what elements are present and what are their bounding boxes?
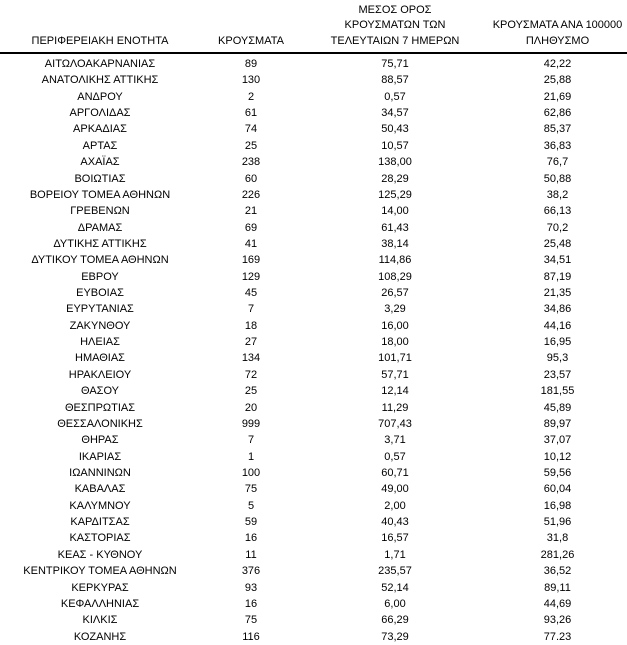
avg-7day-cell: 108,29 bbox=[378, 270, 412, 283]
cases-cell: 20 bbox=[244, 401, 258, 414]
avg-7day-cell: 16,57 bbox=[381, 532, 409, 545]
cases-cell: 74 bbox=[244, 123, 258, 136]
table-row bbox=[0, 105, 627, 121]
avg-7day-cell: 18,00 bbox=[381, 336, 409, 349]
region-cell: ΑΡΓΟΛΙΔΑΣ bbox=[69, 107, 131, 120]
table-row bbox=[0, 465, 627, 481]
cases-cell: 134 bbox=[241, 352, 261, 365]
per-100k-cell: 16,98 bbox=[543, 499, 572, 512]
per-100k-cell: 34,51 bbox=[543, 254, 572, 267]
cases-cell: 25 bbox=[244, 385, 258, 398]
table-row bbox=[0, 350, 627, 366]
cases-cell: 116 bbox=[242, 630, 260, 643]
per-100k-cell: 95,3 bbox=[546, 352, 569, 365]
region-cell: ΚΙΛΚΙΣ bbox=[82, 614, 118, 627]
cases-cell: 27 bbox=[244, 336, 258, 349]
table-row bbox=[0, 383, 627, 399]
region-cell: ΘΕΣΣΑΛΟΝΙΚΗΣ bbox=[57, 417, 143, 430]
table-row bbox=[0, 416, 627, 432]
region-cell: ΔΥΤΙΚΗΣ ΑΤΤΙΚΗΣ bbox=[53, 237, 147, 250]
avg-7day-cell: 101,71 bbox=[378, 352, 412, 365]
table-row bbox=[0, 514, 627, 530]
avg-7day-cell: 75,71 bbox=[381, 58, 409, 70]
table-row bbox=[0, 612, 627, 628]
avg-7day-cell: 66,29 bbox=[381, 614, 409, 627]
region-cell: ΚΕΝΤΡΙΚΟΥ ΤΟΜΕΑ ΑΘΗΝΩΝ bbox=[23, 565, 177, 578]
avg-7day-cell: 38,14 bbox=[381, 237, 409, 250]
cases-cell: 16 bbox=[244, 532, 258, 545]
region-cell: ΗΡΑΚΛΕΙΟΥ bbox=[68, 368, 132, 381]
region-cell: ΑΝΑΤΟΛΙΚΗΣ ΑΤΤΙΚΗΣ bbox=[41, 74, 159, 87]
avg-7day-cell: 52,14 bbox=[381, 581, 409, 594]
avg-7day-cell: 138,00 bbox=[378, 156, 412, 169]
per-100k-cell: 44,69 bbox=[543, 597, 572, 610]
table-row bbox=[0, 318, 627, 334]
region-cell: ΑΡΚΑΔΙΑΣ bbox=[73, 123, 127, 136]
table-row bbox=[0, 596, 627, 612]
region-cell: ΒΟΙΩΤΙΑΣ bbox=[74, 172, 126, 185]
column-header-cases-line: ΚΡΟΥΣΜΑΤΑ bbox=[218, 34, 284, 47]
avg-7day-cell: 0,57 bbox=[384, 90, 406, 103]
region-cell: ΕΒΡΟΥ bbox=[81, 270, 119, 283]
per-100k-cell: 93,26 bbox=[543, 614, 572, 627]
avg-7day-cell: 57,71 bbox=[381, 368, 409, 381]
per-100k-cell: 36,52 bbox=[543, 565, 572, 578]
cases-cell: 169 bbox=[241, 254, 261, 267]
avg-7day-cell: 6,00 bbox=[384, 597, 406, 610]
column-header-avg-7day bbox=[302, 3, 488, 52]
per-100k-cell: 66,13 bbox=[543, 205, 572, 218]
cases-cell: 41 bbox=[244, 237, 258, 250]
table-header-row bbox=[0, 0, 627, 54]
column-header-region bbox=[0, 34, 200, 52]
avg-7day-cell: 60,71 bbox=[381, 466, 409, 479]
region-cell: ΕΥΒΟΙΑΣ bbox=[76, 287, 124, 300]
per-100k-cell: 51,96 bbox=[543, 516, 572, 529]
avg-7day-cell: 10,57 bbox=[381, 139, 409, 152]
per-100k-cell: 89,97 bbox=[543, 417, 572, 430]
cases-cell: 89 bbox=[244, 58, 258, 70]
cases-cell: 72 bbox=[244, 368, 258, 381]
per-100k-cell: 77.23 bbox=[543, 630, 572, 643]
table-row bbox=[0, 432, 627, 448]
column-header-avg-7day-line: ΤΕΛΕΥΤΑΙΩΝ 7 ΗΜΕΡΩΝ bbox=[330, 34, 460, 47]
region-cell: ΒΟΡΕΙΟΥ ΤΟΜΕΑ ΑΘΗΝΩΝ bbox=[29, 188, 171, 201]
cases-cell: 16 bbox=[244, 597, 258, 610]
table-row bbox=[0, 269, 627, 285]
cases-cell: 60 bbox=[244, 172, 258, 185]
cases-cell: 61 bbox=[244, 107, 258, 120]
region-cell: ΗΛΕΙΑΣ bbox=[80, 336, 120, 349]
table-row bbox=[0, 252, 627, 268]
per-100k-cell: 181,55 bbox=[540, 385, 575, 398]
table-row bbox=[0, 530, 627, 546]
per-100k-cell: 60,04 bbox=[543, 483, 572, 496]
region-cell: ΖΑΚΥΝΘΟΥ bbox=[69, 319, 131, 332]
avg-7day-cell: 0,57 bbox=[384, 450, 406, 463]
region-cell: ΚΑΡΔΙΤΣΑΣ bbox=[70, 516, 130, 529]
avg-7day-cell: 26,57 bbox=[381, 287, 409, 300]
per-100k-cell: 42,22 bbox=[543, 58, 572, 70]
region-cell: ΚΕΦΑΛΛΗΝΙΑΣ bbox=[60, 597, 140, 610]
per-100k-cell: 281,26 bbox=[540, 548, 575, 561]
avg-7day-cell: 125,29 bbox=[378, 188, 412, 201]
table-row bbox=[0, 498, 627, 514]
region-cell: ΚΕΡΚΥΡΑΣ bbox=[71, 581, 129, 594]
region-cell: ΘΑΣΟΥ bbox=[80, 385, 120, 398]
avg-7day-cell: 11,29 bbox=[381, 401, 409, 414]
cases-cell: 999 bbox=[241, 417, 261, 430]
avg-7day-cell: 707,43 bbox=[378, 417, 412, 430]
cases-cell: 100 bbox=[241, 466, 261, 479]
table-row bbox=[0, 121, 627, 137]
avg-7day-cell: 2,00 bbox=[384, 499, 406, 512]
cases-cell: 75 bbox=[244, 614, 258, 627]
cases-cell: 25 bbox=[244, 139, 258, 152]
cases-cell: 18 bbox=[244, 319, 258, 332]
per-100k-cell: 25,48 bbox=[543, 237, 572, 250]
region-cell: ΔΡΑΜΑΣ bbox=[77, 221, 123, 234]
cases-cell: 130 bbox=[241, 74, 261, 87]
per-100k-cell: 34,86 bbox=[543, 303, 572, 316]
avg-7day-cell: 61,43 bbox=[381, 221, 409, 234]
cases-cell: 11 bbox=[245, 548, 257, 561]
table-row bbox=[0, 629, 627, 645]
per-100k-cell: 44,16 bbox=[543, 319, 572, 332]
table-row bbox=[0, 72, 627, 88]
column-header-region-line: ΠΕΡΙΦΕΡΕΙΑΚΗ ΕΝΟΤΗΤΑ bbox=[31, 34, 169, 47]
per-100k-cell: 21,69 bbox=[543, 90, 572, 103]
per-100k-cell: 25,88 bbox=[543, 74, 572, 87]
per-100k-cell: 36,83 bbox=[543, 139, 572, 152]
column-header-per-100k-line: ΚΡΟΥΣΜΑΤΑ ΑΝΑ 100000 bbox=[492, 19, 623, 32]
per-100k-cell: 16,95 bbox=[543, 336, 572, 349]
per-100k-cell: 87,19 bbox=[543, 270, 572, 283]
avg-7day-cell: 49,00 bbox=[381, 483, 409, 496]
cases-cell: 1 bbox=[247, 450, 255, 463]
table-row bbox=[0, 367, 627, 383]
table-row bbox=[0, 481, 627, 497]
avg-7day-cell: 1,71 bbox=[384, 548, 406, 561]
region-cell: ΑΙΤΩΛΟΑΚΑΡΝΑΝΙΑΣ bbox=[44, 58, 156, 70]
table-row bbox=[0, 220, 627, 236]
table-row bbox=[0, 449, 627, 465]
region-cell: ΕΥΡΥΤΑΝΙΑΣ bbox=[66, 303, 134, 316]
region-cell: ΔΥΤΙΚΟΥ ΤΟΜΕΑ ΑΘΗΝΩΝ bbox=[31, 254, 169, 267]
region-cell: ΘΕΣΠΡΩΤΙΑΣ bbox=[64, 401, 136, 414]
region-cell: ΚΑΒΑΛΑΣ bbox=[74, 483, 126, 496]
cases-cell: 238 bbox=[241, 156, 261, 169]
table-row bbox=[0, 334, 627, 350]
per-100k-cell: 10,12 bbox=[543, 450, 572, 463]
cases-cell: 21 bbox=[244, 205, 258, 218]
avg-7day-cell: 3,71 bbox=[384, 434, 406, 447]
table-row bbox=[0, 563, 627, 579]
avg-7day-cell: 235,57 bbox=[378, 565, 412, 578]
region-cell: ΚΟΖΑΝΗΣ bbox=[73, 630, 127, 643]
column-header-per-100k-line: ΠΛΗΘΥΣΜΟ bbox=[525, 34, 590, 47]
region-cell: ΚΑΛΥΜΝΟΥ bbox=[69, 499, 131, 512]
avg-7day-cell: 16,00 bbox=[381, 319, 409, 332]
table-row bbox=[0, 547, 627, 563]
table-row bbox=[0, 203, 627, 219]
table-row bbox=[0, 580, 627, 596]
cases-cell: 93 bbox=[244, 581, 258, 594]
region-cell: ΚΕΑΣ - ΚΥΘΝΟΥ bbox=[57, 548, 143, 561]
table-row bbox=[0, 89, 627, 105]
avg-7day-cell: 28,29 bbox=[381, 172, 409, 185]
region-cell: ΓΡΕΒΕΝΩΝ bbox=[70, 205, 130, 218]
avg-7day-cell: 73,29 bbox=[381, 630, 409, 643]
column-header-avg-7day-line: ΚΡΟΥΣΜΑΤΩΝ ΤΩΝ bbox=[344, 19, 446, 32]
cases-cell: 69 bbox=[244, 221, 258, 234]
per-100k-cell: 76,7 bbox=[546, 156, 569, 169]
per-100k-cell: 23,57 bbox=[543, 368, 572, 381]
table-row bbox=[0, 236, 627, 252]
per-100k-cell: 38,2 bbox=[546, 188, 569, 201]
per-100k-cell: 45,89 bbox=[543, 401, 572, 414]
avg-7day-cell: 3,29 bbox=[384, 303, 406, 316]
region-cell: ΙΚΑΡΙΑΣ bbox=[78, 450, 122, 463]
cases-cell: 59 bbox=[244, 516, 258, 529]
per-100k-cell: 62,86 bbox=[543, 107, 572, 120]
avg-7day-cell: 40,43 bbox=[381, 516, 409, 529]
table-row bbox=[0, 301, 627, 317]
region-cell: ΘΗΡΑΣ bbox=[81, 434, 119, 447]
per-100k-cell: 21,35 bbox=[543, 287, 572, 300]
avg-7day-cell: 88,57 bbox=[381, 74, 409, 87]
per-100k-cell: 31,8 bbox=[546, 532, 569, 545]
region-cell: ΑΡΤΑΣ bbox=[82, 139, 118, 152]
avg-7day-cell: 14,00 bbox=[381, 205, 409, 218]
region-cell: ΙΩΑΝΝΙΝΩΝ bbox=[69, 466, 131, 479]
region-cell: ΚΑΣΤΟΡΙΑΣ bbox=[69, 532, 131, 545]
column-header-avg-7day-line: ΜΕΣΟΣ ΟΡΟΣ bbox=[358, 3, 432, 16]
per-100k-cell: 50,88 bbox=[543, 172, 572, 185]
column-header-per-100k bbox=[488, 18, 627, 52]
table-row bbox=[0, 187, 627, 203]
table-row bbox=[0, 171, 627, 187]
avg-7day-cell: 50,43 bbox=[381, 123, 409, 136]
region-cell: ΑΝΔΡΟΥ bbox=[77, 90, 123, 103]
table-row bbox=[0, 138, 627, 154]
table-row bbox=[0, 154, 627, 170]
cases-cell: 5 bbox=[247, 499, 255, 512]
per-100k-cell: 89,11 bbox=[544, 581, 571, 594]
avg-7day-cell: 34,57 bbox=[381, 107, 409, 120]
per-100k-cell: 70,2 bbox=[546, 221, 569, 234]
cases-cell: 7 bbox=[247, 303, 255, 316]
cases-cell: 7 bbox=[247, 434, 255, 447]
cases-cell: 75 bbox=[244, 483, 258, 496]
region-cell: ΗΜΑΘΙΑΣ bbox=[75, 352, 125, 365]
cases-cell: 2 bbox=[247, 90, 255, 103]
avg-7day-cell: 114,86 bbox=[378, 254, 412, 267]
region-cell: ΑΧΑΪΑΣ bbox=[80, 156, 120, 169]
per-100k-cell: 37,07 bbox=[543, 434, 572, 447]
column-header-cases bbox=[200, 34, 302, 52]
per-100k-cell: 59,56 bbox=[543, 466, 572, 479]
cases-cell: 226 bbox=[241, 188, 261, 201]
cases-cell: 129 bbox=[241, 270, 261, 283]
cases-cell: 45 bbox=[244, 287, 258, 300]
avg-7day-cell: 12,14 bbox=[381, 385, 409, 398]
per-100k-cell: 85,37 bbox=[543, 123, 572, 136]
table-row bbox=[0, 285, 627, 301]
cases-cell: 376 bbox=[241, 565, 261, 578]
table-body bbox=[0, 54, 627, 645]
table-row bbox=[0, 56, 627, 72]
table-row bbox=[0, 400, 627, 416]
